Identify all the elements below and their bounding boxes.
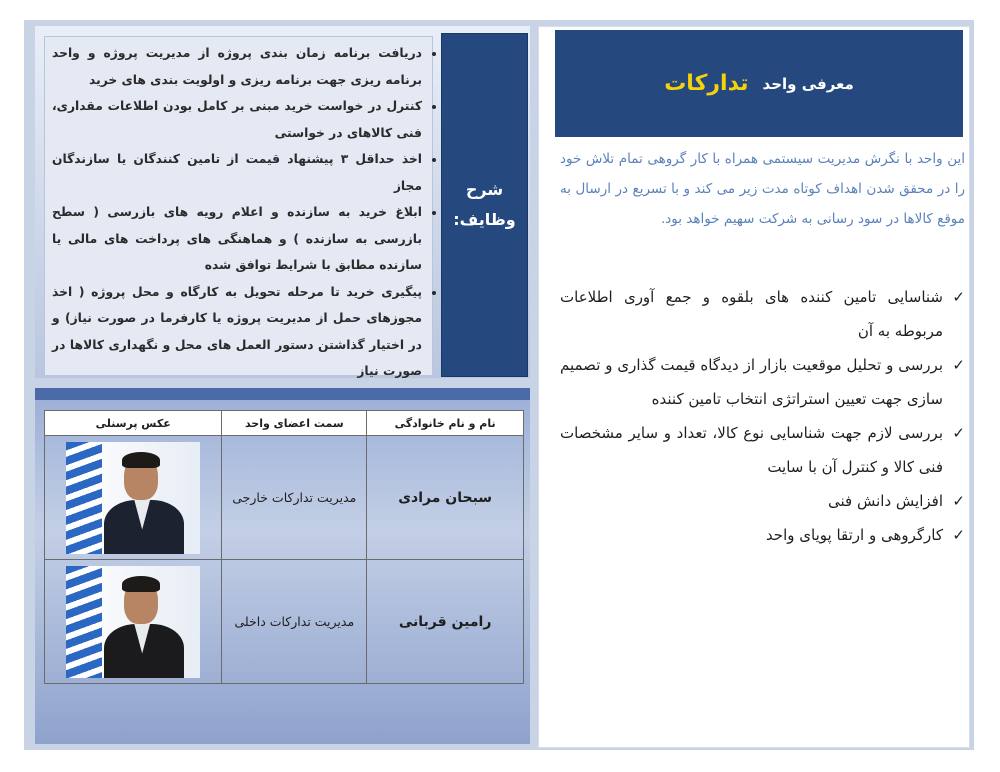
header-name: نام و نام خانوادگی [367, 411, 524, 436]
header-position: سمت اعضای واحد [222, 411, 367, 436]
intro-label: معرفی واحد [762, 74, 854, 93]
person-name: رامین قربانی [367, 560, 524, 684]
header-title [555, 30, 963, 137]
list-item: • دریافت برنامه زمان بندی پروژه از مدیریت پروژه و واحد برنامه ریزی جهت برنامه ریزی و اولویت بندی های خرید [52, 40, 422, 93]
check-icon: ✓ [952, 356, 965, 374]
photo-cell [45, 560, 222, 684]
list-item: ✓ بررسی لازم جهت شناسایی نوع کالا، تعداد و سایر مشخصات فنی کالا و کنترل آن با سایت [560, 416, 965, 484]
person-position: مدیریت تدارکات داخلی [222, 560, 367, 684]
list-item: ✓ بررسی و تحلیل موقعیت بازار از دیدگاه قیمت گذاری و تصمیم سازی جهت تعیین استراتژی انتخاب تامین کننده [560, 348, 965, 416]
list-item: • اخذ حداقل ۳ پیشنهاد قیمت از تامین کنندگان یا سازندگان مجاز [52, 146, 422, 199]
table-row [45, 436, 524, 560]
header-photo: عکس پرسنلی [45, 411, 222, 436]
unit-header [555, 30, 963, 137]
list-item: • پیگیری خرید تا مرحله تحویل به کارگاه و محل پروژه ( اخذ مجوزهای حمل از مدیریت پروژه یا کارفرما در صورت نیاز) و در اختیار گذاشتن دستور العمل های محل و نگهداری کالاها در صورت نیاز [52, 279, 422, 385]
people-table [44, 410, 524, 684]
list-item: • ابلاغ خرید به سازنده و اعلام رویه های بازرسی ( سطح بازرسی به سازنده ) و هماهنگی های پرداخت های مالی یا سازنده مطابق با شرایط توافق شده [52, 199, 422, 279]
goals-checklist [560, 280, 965, 552]
intro-paragraph: این واحد با نگرش مدیریت سیستمی همراه با کار گروهی تمام تلاش خود را در محقق شدن اهداف کوتاه مدت زیر می کند و با تسریع در ارسال به موقع کالاها در سود رسانی به شرکت سهیم خواهد بود. [560, 151, 965, 227]
list-item: ✓ افزایش دانش فنی [560, 484, 965, 518]
list-item: ✓ شناسایی تامین کننده های بلقوه و جمع آوری اطلاعات مربوطه به آن [560, 280, 965, 348]
person-position: مدیریت تدارکات خارجی [222, 436, 367, 560]
personnel-photo [66, 442, 200, 554]
people-topbar [35, 388, 530, 400]
duties-title-box [441, 33, 528, 377]
unit-name: تدارکات [664, 71, 749, 96]
duties-title: شرح وظایف: [453, 180, 516, 229]
check-icon: ✓ [952, 288, 965, 306]
person-name: سبحان مرادی [367, 436, 524, 560]
check-icon: ✓ [952, 526, 965, 544]
table-row [45, 560, 524, 684]
list-item: ✓ کارگروهی و ارتقا پویای واحد [560, 518, 965, 552]
check-icon: ✓ [952, 492, 965, 510]
check-icon: ✓ [952, 424, 965, 442]
photo-cell [45, 436, 222, 560]
duties-list [52, 40, 440, 385]
list-item: • کنترل در خواست خرید مبنی بر کامل بودن اطلاعات مقداری، فنی کالاهای در خواستی [52, 93, 422, 146]
personnel-photo [66, 566, 200, 678]
table-header-row [45, 411, 524, 436]
